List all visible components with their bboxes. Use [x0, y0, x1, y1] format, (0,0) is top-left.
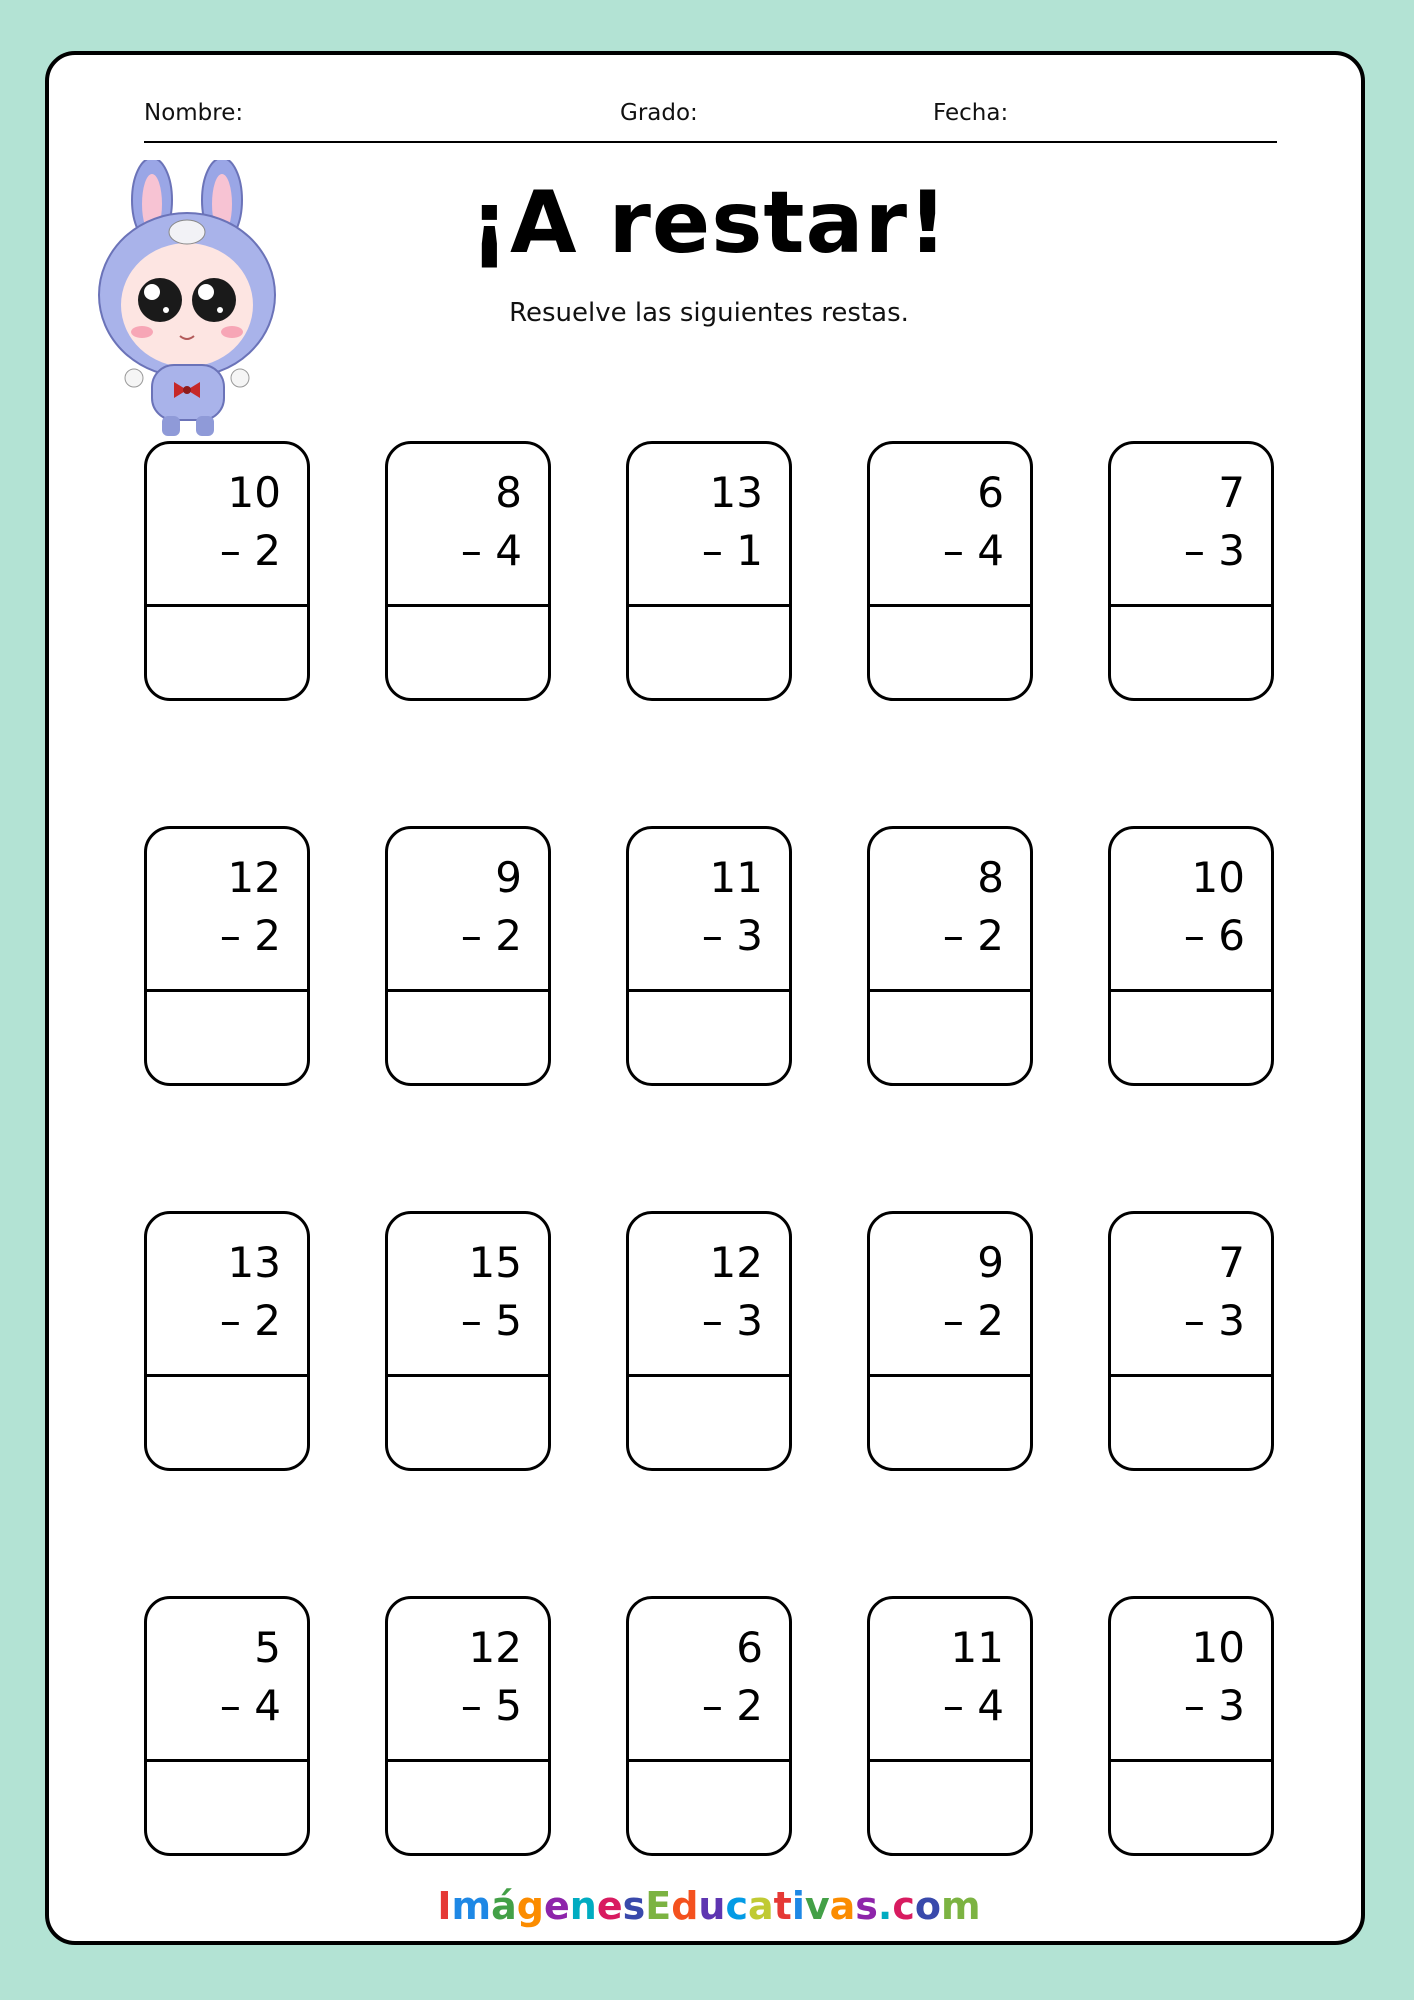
problem-numbers	[147, 464, 281, 580]
problem-numbers	[1111, 849, 1245, 965]
footer-letter: s	[855, 1884, 878, 1928]
problem-card	[626, 1211, 792, 1471]
subtrahend: – 1	[701, 526, 763, 575]
problem-numbers	[388, 1234, 522, 1350]
answer-box[interactable]	[147, 1378, 307, 1470]
problem-numbers	[1111, 1619, 1245, 1735]
minuend: 13	[709, 468, 763, 517]
problem-card	[867, 1211, 1033, 1471]
subtrahend: – 4	[219, 1681, 281, 1730]
minuend: 10	[1191, 853, 1245, 902]
subtrahend: – 6	[1183, 911, 1245, 960]
answer-box[interactable]	[147, 993, 307, 1085]
answer-line	[629, 604, 789, 607]
footer-letter: g	[516, 1884, 544, 1928]
answer-box[interactable]	[629, 1763, 789, 1855]
subtrahend: – 3	[701, 911, 763, 960]
problem-card	[626, 826, 792, 1086]
footer-letter: v	[804, 1884, 830, 1928]
problem-grid	[144, 441, 1277, 1863]
problem-numbers	[147, 849, 281, 965]
subtrahend: – 2	[942, 1296, 1004, 1345]
problem-card	[385, 826, 551, 1086]
footer-letter: t	[773, 1884, 792, 1928]
subtrahend: – 3	[1183, 526, 1245, 575]
problem-numbers	[870, 1619, 1004, 1735]
subtrahend: – 3	[701, 1296, 763, 1345]
footer-letter: E	[645, 1884, 672, 1928]
problem-card	[1108, 1211, 1274, 1471]
subtrahend: – 5	[460, 1296, 522, 1345]
footer-letter: .	[877, 1884, 893, 1928]
answer-box[interactable]	[629, 993, 789, 1085]
problem-card	[385, 441, 551, 701]
problem-numbers	[870, 464, 1004, 580]
footer-letter: d	[671, 1884, 699, 1928]
answer-line	[870, 989, 1030, 992]
answer-box[interactable]	[147, 1763, 307, 1855]
header-underline	[144, 141, 1277, 143]
page-title: ¡A restar!	[469, 173, 949, 273]
subtrahend: – 4	[942, 1681, 1004, 1730]
answer-line	[388, 1374, 548, 1377]
subtrahend: – 2	[701, 1681, 763, 1730]
footer-letter: m	[941, 1884, 981, 1928]
answer-box[interactable]	[870, 993, 1030, 1085]
date-label: Fecha:	[933, 100, 1009, 126]
answer-line	[1111, 604, 1271, 607]
subtrahend: – 4	[942, 526, 1004, 575]
answer-box[interactable]	[629, 1378, 789, 1470]
subtrahend: – 3	[1183, 1681, 1245, 1730]
answer-line	[629, 989, 789, 992]
answer-line	[870, 1374, 1030, 1377]
answer-line	[147, 1759, 307, 1762]
problem-numbers	[629, 1234, 763, 1350]
subtrahend: – 2	[219, 526, 281, 575]
answer-box[interactable]	[870, 1763, 1030, 1855]
grade-label: Grado:	[620, 100, 698, 126]
minuend: 8	[977, 853, 1004, 902]
footer-letter: e	[596, 1884, 623, 1928]
answer-line	[870, 1759, 1030, 1762]
problem-card	[144, 826, 310, 1086]
answer-box[interactable]	[870, 608, 1030, 700]
problem-numbers	[147, 1619, 281, 1735]
minuend: 12	[709, 1238, 763, 1287]
answer-box[interactable]	[1111, 1378, 1271, 1470]
answer-line	[629, 1374, 789, 1377]
footer-letter: á	[491, 1884, 517, 1928]
answer-box[interactable]	[1111, 608, 1271, 700]
answer-line	[147, 989, 307, 992]
answer-box[interactable]	[388, 1378, 548, 1470]
name-label: Nombre:	[144, 100, 244, 126]
footer-letter: e	[543, 1884, 570, 1928]
problem-numbers	[629, 1619, 763, 1735]
minuend: 5	[254, 1623, 281, 1672]
subtrahend: – 2	[219, 911, 281, 960]
minuend: 12	[227, 853, 281, 902]
footer-letter: m	[451, 1884, 492, 1928]
footer-letter: a	[829, 1884, 856, 1928]
subtrahend: – 5	[460, 1681, 522, 1730]
footer-letter: i	[791, 1884, 805, 1928]
minuend: 12	[468, 1623, 522, 1672]
problem-card	[1108, 826, 1274, 1086]
answer-box[interactable]	[388, 993, 548, 1085]
answer-line	[1111, 989, 1271, 992]
minuend: 11	[950, 1623, 1004, 1672]
minuend: 11	[709, 853, 763, 902]
problem-numbers	[388, 849, 522, 965]
problem-card	[626, 1596, 792, 1856]
footer-letter: o	[914, 1884, 941, 1928]
answer-box[interactable]	[388, 608, 548, 700]
footer-letter: u	[698, 1884, 726, 1928]
problem-numbers	[388, 1619, 522, 1735]
problem-numbers	[629, 849, 763, 965]
subtrahend: – 4	[460, 526, 522, 575]
problem-numbers	[870, 1234, 1004, 1350]
footer-letter: n	[569, 1884, 597, 1928]
problem-card	[144, 1596, 310, 1856]
minuend: 6	[736, 1623, 763, 1672]
minuend: 10	[1191, 1623, 1245, 1672]
problem-card	[1108, 441, 1274, 701]
answer-box[interactable]	[147, 608, 307, 700]
minuend: 6	[977, 468, 1004, 517]
problem-numbers	[388, 464, 522, 580]
answer-line	[1111, 1374, 1271, 1377]
minuend: 9	[495, 853, 522, 902]
minuend: 9	[977, 1238, 1004, 1287]
problem-card	[385, 1596, 551, 1856]
worksheet-page	[45, 51, 1365, 1945]
answer-box[interactable]	[1111, 1763, 1271, 1855]
answer-box[interactable]	[629, 608, 789, 700]
problem-card	[144, 441, 310, 701]
minuend: 10	[227, 468, 281, 517]
answer-box[interactable]	[388, 1763, 548, 1855]
subtrahend: – 3	[1183, 1296, 1245, 1345]
answer-line	[388, 604, 548, 607]
minuend: 13	[227, 1238, 281, 1287]
footer-letter: c	[725, 1884, 748, 1928]
answer-line	[870, 604, 1030, 607]
problem-card	[144, 1211, 310, 1471]
subtrahend: – 2	[942, 911, 1004, 960]
problem-numbers	[1111, 1234, 1245, 1350]
minuend: 8	[495, 468, 522, 517]
answer-line	[629, 1759, 789, 1762]
answer-line	[1111, 1759, 1271, 1762]
footer-letter: I	[437, 1884, 452, 1928]
footer-letter: c	[892, 1884, 915, 1928]
problem-card	[867, 826, 1033, 1086]
minuend: 15	[468, 1238, 522, 1287]
answer-line	[147, 604, 307, 607]
subtrahend: – 2	[460, 911, 522, 960]
problem-numbers	[1111, 464, 1245, 580]
problem-numbers	[629, 464, 763, 580]
answer-box[interactable]	[870, 1378, 1030, 1470]
instructions-text: Resuelve las siguientes restas.	[509, 298, 909, 328]
answer-line	[147, 1374, 307, 1377]
answer-line	[388, 989, 548, 992]
problem-card	[385, 1211, 551, 1471]
footer-letter: s	[622, 1884, 646, 1928]
footer-brand	[49, 1884, 1369, 1928]
footer-letter: a	[748, 1884, 774, 1928]
problem-card	[867, 441, 1033, 701]
answer-line	[388, 1759, 548, 1762]
minuend: 7	[1218, 468, 1245, 517]
minuend: 7	[1218, 1238, 1245, 1287]
subtrahend: – 2	[219, 1296, 281, 1345]
problem-numbers	[147, 1234, 281, 1350]
problem-card	[1108, 1596, 1274, 1856]
answer-box[interactable]	[1111, 993, 1271, 1085]
problem-numbers	[870, 849, 1004, 965]
problem-card	[867, 1596, 1033, 1856]
problem-card	[626, 441, 792, 701]
